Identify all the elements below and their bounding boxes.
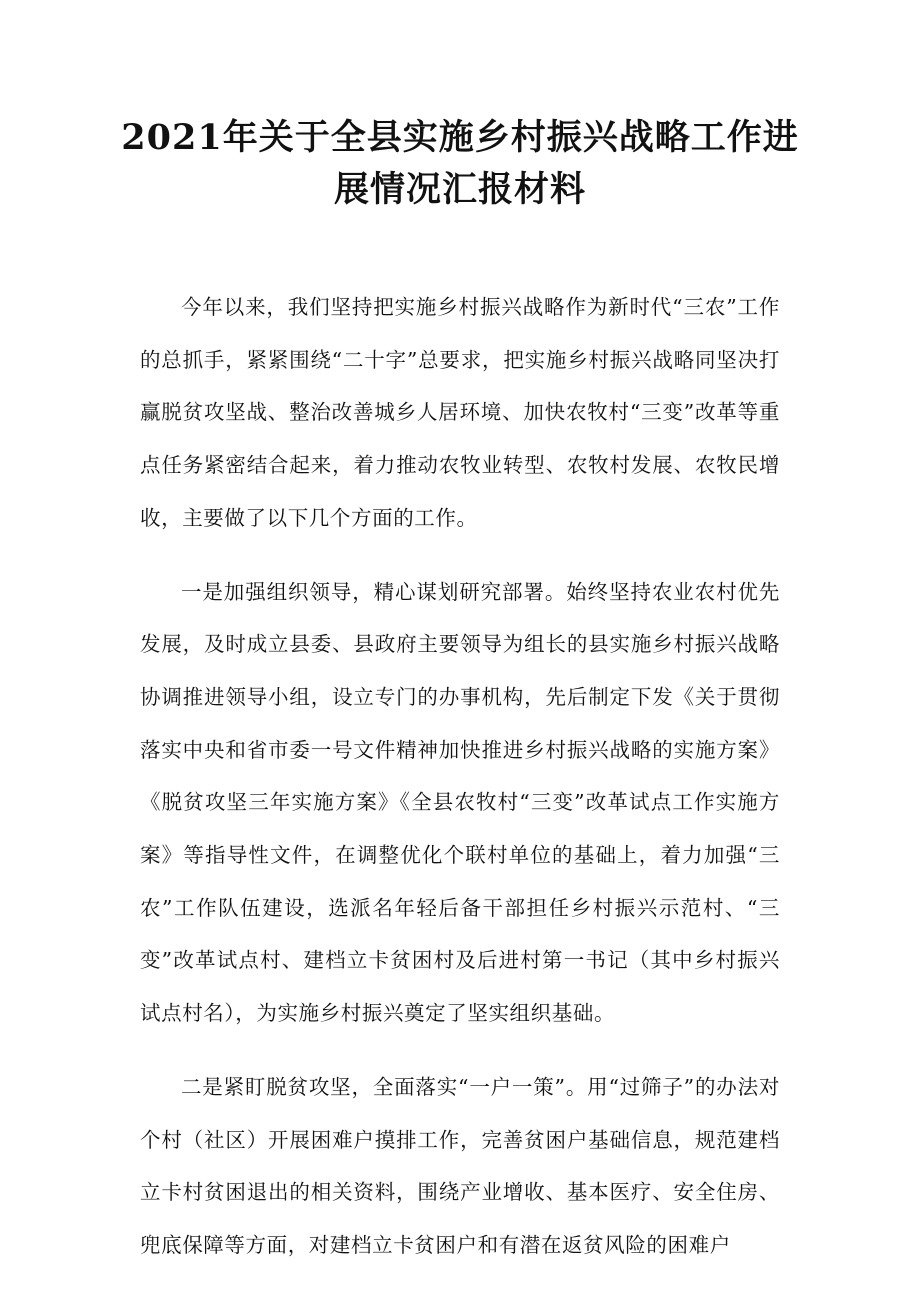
document-body bbox=[140, 281, 780, 1272]
paragraph-organization: 一是加强组织领导，精心谋划研究部署。始终坚持农业农村优先发展，及时成立县委、县政府主要领导为组长的县实施乡村振兴战略协调推进领导小组，设立专门的办事机构，先后制定下发《关于贯彻落实中央和省市委一号文件精神加快推进乡村振兴战略的实施方案》《脱贫攻坚三年实施方案》《全县农牧村“三变”改革试点工作实施方案》等指导性文件，在调整优化个联村单位的基础上，着力加强“三农”工作队伍建设，选派名年轻后备干部担任乡村振兴示范村、“三变”改革试点村、建档立卡贫困村及后进村第一书记（其中乡村振兴试点村名），为实施乡村振兴奠定了坚实组织基础。 bbox=[140, 579, 780, 1026]
paragraph-intro: 今年以来，我们坚持把实施乡村振兴战略作为新时代“三农”工作的总抓手，紧紧围绕“二十字”总要求，把实施乡村振兴战略同坚决打赢脱贫攻坚战、整治改善城乡人居环境、加快农牧村“三变”改革等重点任务紧密结合起来，着力推动农牧业转型、农牧村发展、农牧民增收，主要做了以下几个方面的工作。 bbox=[140, 295, 780, 530]
paragraph-poverty-alleviation: 二是紧盯脱贫攻坚，全面落实“一户一策”。用“过筛子”的办法对个村（社区）开展困难户摸排工作，完善贫困户基础信息，规范建档立卡村贫困退出的相关资料，围绕产业增收、基本医疗、安全住房、兜底保障等方面，对建档立卡贫困户和有潜在返贫风险的困难户 bbox=[140, 1074, 780, 1257]
document-title: 2021年关于全县实施乡村振兴战略工作进展情况汇报材料 bbox=[121, 117, 799, 210]
